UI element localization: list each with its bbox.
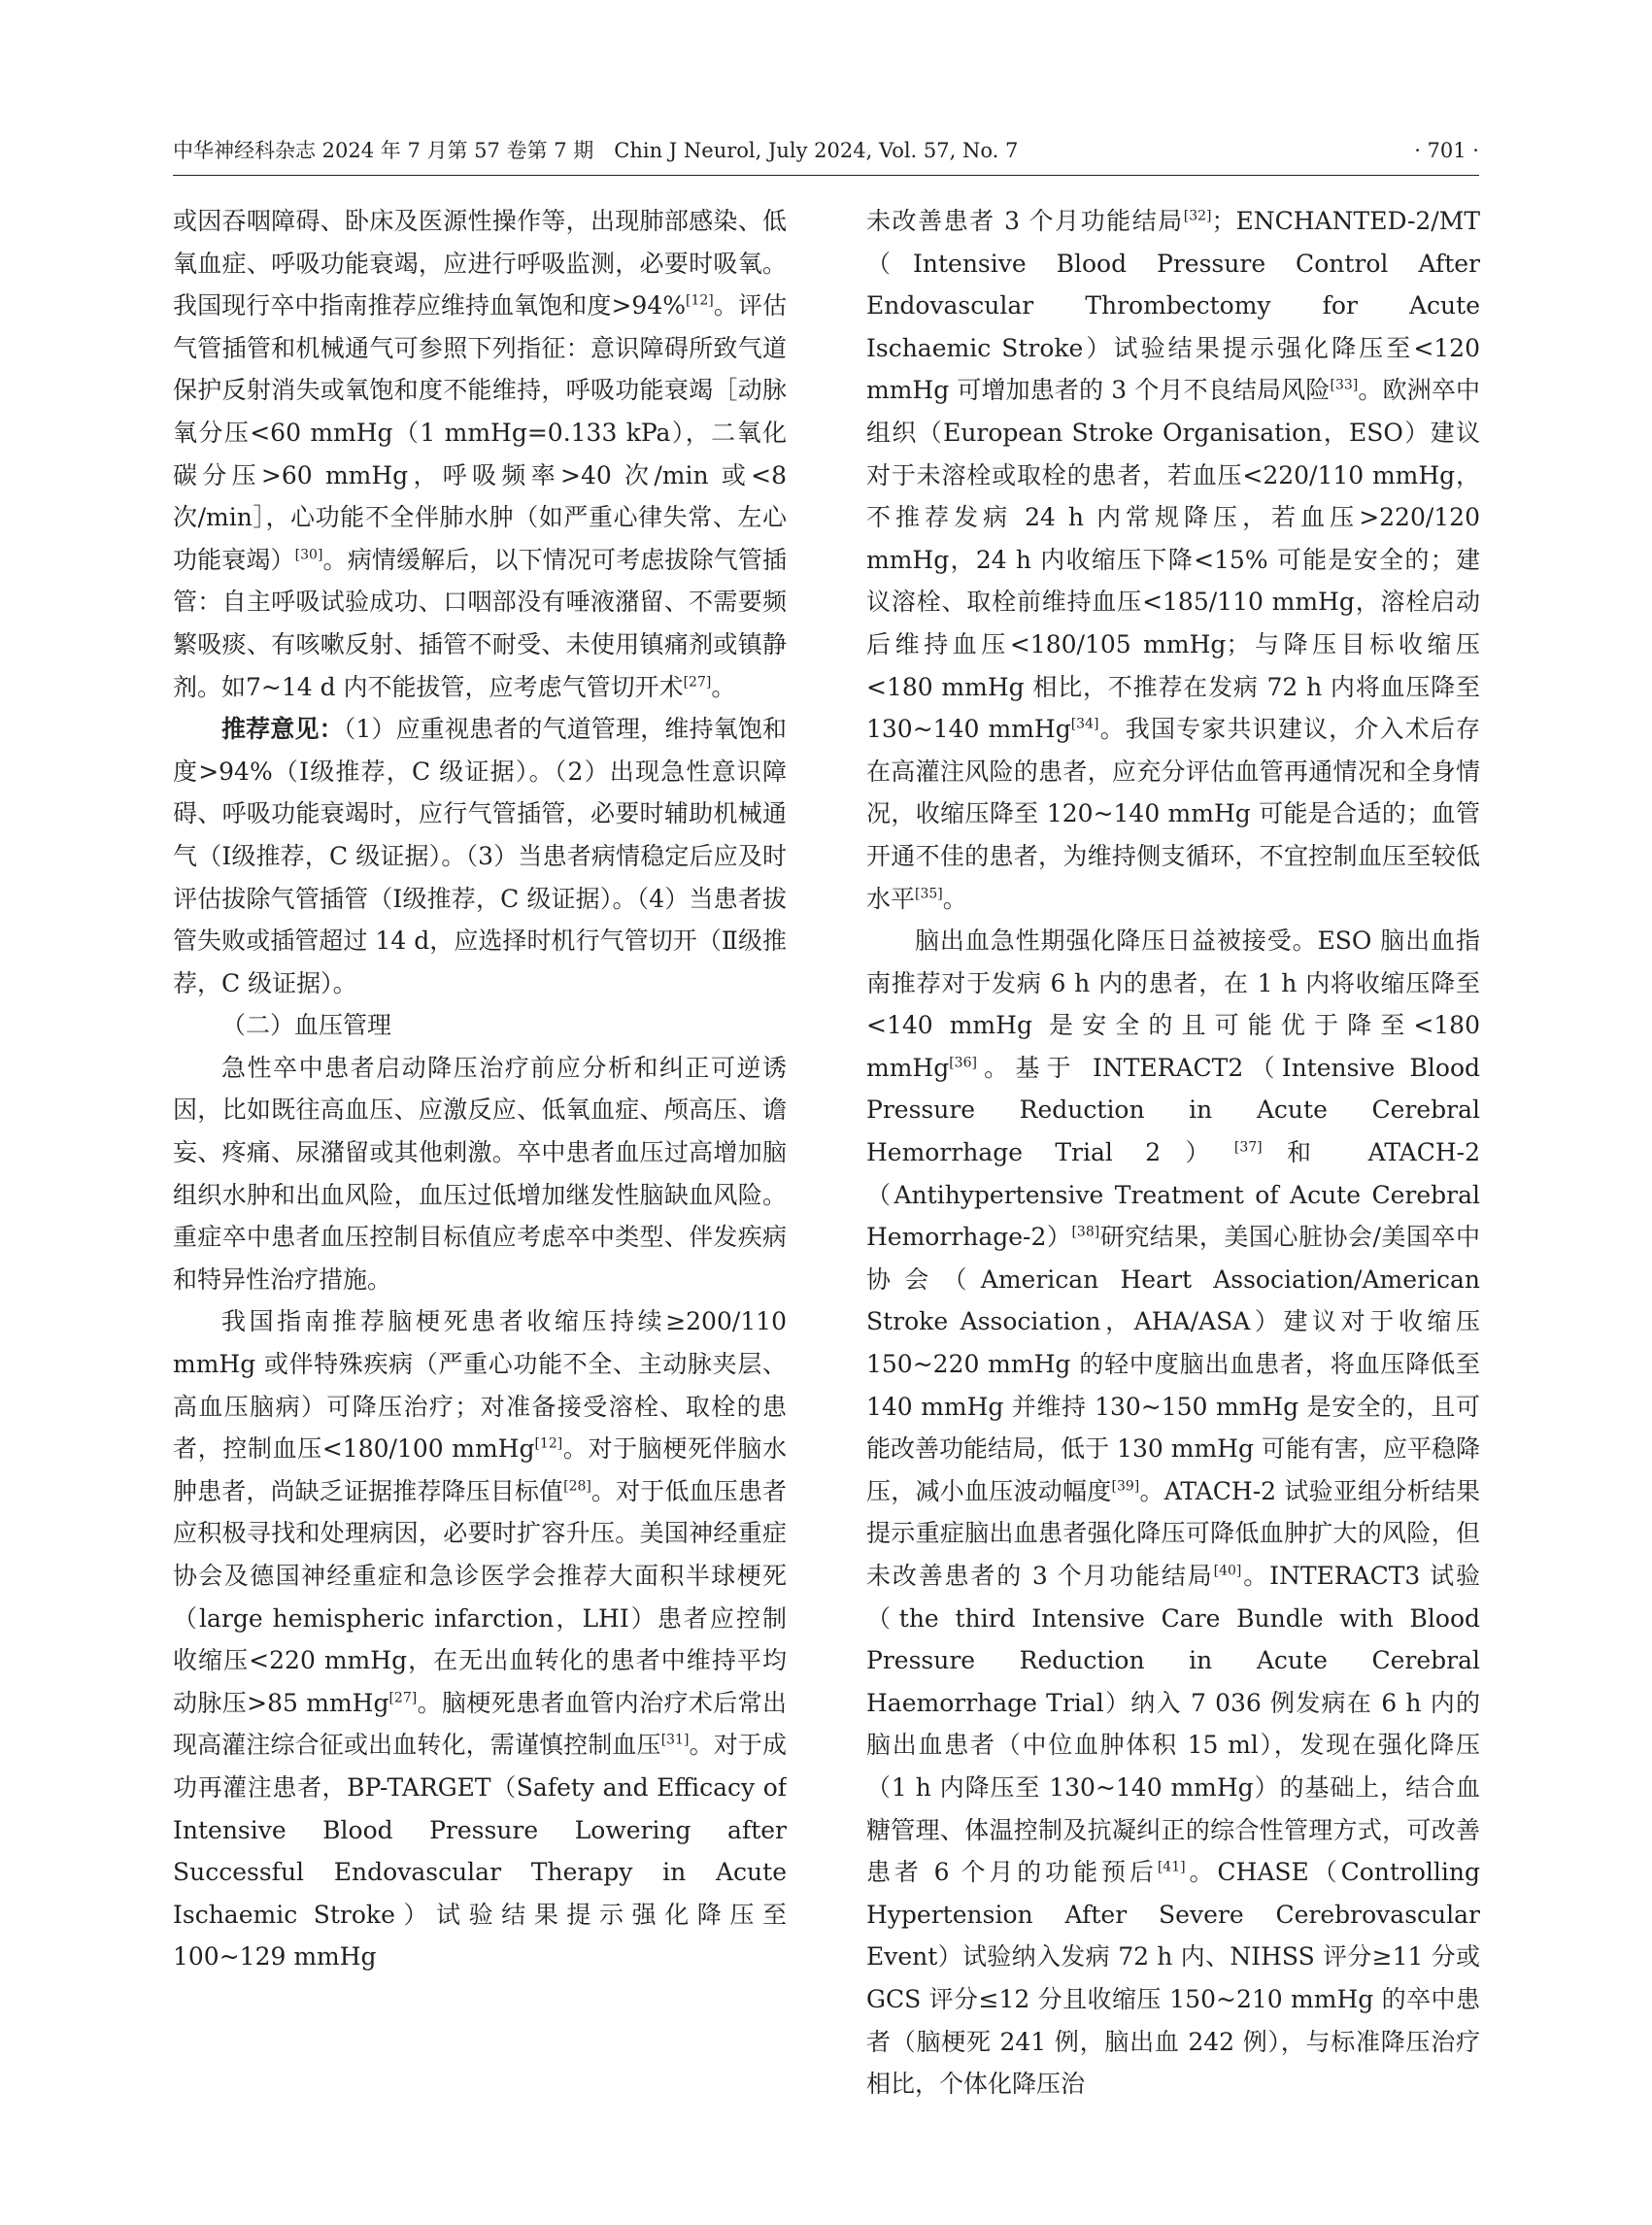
citation: [31] <box>660 1733 690 1749</box>
citation: [35] <box>915 886 943 902</box>
citation: [27] <box>683 674 712 691</box>
running-header <box>173 134 1479 167</box>
paragraph-bp-intro: 急性卒中患者启动降压治疗前应分析和纠正可逆诱因，比如既往高血压、应激反应、低氧血症、颅高压、谵妄、疼痛、尿潴留或其他刺激。卒中患者血压过高增加脑组织水肿和出血风险，血压过低增加继发性脑缺血风险。重症卒中患者血压控制目标值应考虑卒中类型、伴发疾病和特异性治疗措施。 <box>173 1053 787 1294</box>
paragraph-recommendation: 推荐意见：（1）应重视患者的气道管理，维持氧饱和度>94%（Ⅰ级推荐，C 级证据）。（2）出现急性意识障碍、呼吸功能衰竭时，应行气管插管，必要时辅助机械通气（Ⅰ级推荐，C 级证据）。（3）当患者病情稳定后应及时评估拔除气管插管（Ⅰ级推荐，C 级证据）。（4）当患者拔管失败或插管超过 14 d，应选择时机行气管切开（Ⅱ级推荐，C 级证据）。 <box>173 715 787 997</box>
citation: [27] <box>388 1690 418 1706</box>
right-column <box>866 200 1480 2133</box>
page-number: · 701 · <box>1414 139 1479 162</box>
citation: [32] <box>1183 208 1212 224</box>
citation: [40] <box>1213 1563 1242 1579</box>
citation: [33] <box>1330 378 1359 394</box>
citation: [41] <box>1157 1859 1186 1875</box>
citation: [37] <box>1233 1139 1263 1156</box>
paragraph-hemorrhage-bp: 脑出血急性期强化降压日益被接受。ESO 脑出血指南推荐对于发病 6 h 内的患者，在 1 h 内将收缩压降至<140 mmHg 是安全的且可能优于降至<180 mmHg[36]。基于 INTERACT2（Intensive Blood Pressure Reduction in Acute Cerebral Hemorrhage Trial 2）[37]和 ATACH-2（Antihypertensive Treatment of Acute Cerebral Hemorrhage-2）[38]研究结果，美国心脏协会/美国卒中协会（American Heart Association/American Stroke Association，AHA/ASA）建议对于收缩压 150~220 mmHg 的轻中度脑出血患者，将血压降低至 140 mmHg 并维持 130~150 mmHg 是安全的，且可能改善功能结局，低于 130 mmHg 可能有害，应平稳降压，减小血压波动幅度[39]。ATACH-2 试验亚组分析结果提示重症脑出血患者强化降压可降低血肿扩大的风险，但未改善患者的 3 个月功能结局[40]。INTERACT3 试验（the third Intensive Care Bundle with Blood Pressure Reduction in Acute Cerebral Haemorrhage Trial）纳入 7 036 例发病在 6 h 内的脑出血患者（中位血肿体积 15 ml），发现在强化降压（1 h 内降压至 130~140 mmHg）的基础上，结合血糖管理、体温控制及抗凝纠正的综合性管理方式，可改善患者 6 个月的功能预后[41]。CHASE（Controlling Hypertension After Severe Cerebrovascular Event）试验纳入发病 72 h 内、NIHSS 评分≥11 分或 GCS 评分≤12 分且收缩压 150~210 mmHg 的卒中患者（脑梗死 241 例，脑出血 242 例），与标准降压治疗相比，个体化降压治 <box>866 927 1480 2099</box>
left-column <box>173 200 787 2133</box>
citation: [12] <box>534 1435 563 1452</box>
citation: [34] <box>1070 716 1099 732</box>
journal-citation: 中华神经科杂志 2024 年 7 月第 57 卷第 7 期 Chin J Neurol, July 2024, Vol. 57, No. 7 <box>173 139 1019 162</box>
header-rule <box>173 175 1479 176</box>
paragraph-airway: 或因吞咽障碍、卧床及医源性操作等，出现肺部感染、低氧血症、呼吸功能衰竭，应进行呼吸监测，必要时吸氧。我国现行卒中指南推荐应维持血氧饱和度>94%[12]。评估气管插管和机械通气可参照下列指征：意识障碍所致气道保护反射消失或氧饱和度不能维持，呼吸功能衰竭［动脉氧分压<60 mmHg（1 mmHg=0.133 kPa），二氧化碳分压>60 mmHg，呼吸频率>40 次/min 或<8 次/min］，心功能不全伴肺水肿（如严重心律失常、左心功能衰竭）[30]。病情缓解后，以下情况可考虑拔除气管插管：自主呼吸试验成功、口咽部没有唾液潴留、不需要频繁吸痰、有咳嗽反射、插管不耐受、未使用镇痛剂或镇静剂。如7~14 d 内不能拔管，应考虑气管切开术[27]。 <box>173 207 787 701</box>
paragraph-bp-trials: 未改善患者 3 个月功能结局[32]；ENCHANTED-2/MT（Intensive Blood Pressure Control After Endovascular Thrombectomy for Acute Ischaemic Stroke）试验结果提示强化降压至<120 mmHg 可增加患者的 3 个月不良结局风险[33]。欧洲卒中组织（European Stroke Organisation，ESO）建议对于未溶栓或取栓的患者，若血压<220/110 mmHg，不推荐发病 24 h 内常规降压，若血压>220/120 mmHg，24 h 内收缩压下降<15% 可能是安全的；建议溶栓、取栓前维持血压<185/110 mmHg，溶栓启动后维持血压<180/105 mmHg；与降压目标收缩压<180 mmHg 相比，不推荐在发病 72 h 内将血压降至 130~140 mmHg[34]。我国专家共识建议，介入术后存在高灌注风险的患者，应充分评估血管再通情况和全身情况，收缩压降至 120~140 mmHg 可能是合适的；血管开通不佳的患者，为维持侧支循环，不宜控制血压至较低水平[35]。 <box>866 207 1480 913</box>
paragraph-bp-infarction: 我国指南推荐脑梗死患者收缩压持续≥200/110 mmHg 或伴特殊疾病（严重心功能不全、主动脉夹层、高血压脑病）可降压治疗；对准备接受溶栓、取栓的患者，控制血压<180/100 mmHg[12]。对于脑梗死伴脑水肿患者，尚缺乏证据推荐降压目标值[28]。对于低血压患者应积极寻找和处理病因，必要时扩容升压。美国神经重症协会及德国神经重症和急诊医学会推荐大面积半球梗死（large hemispheric infarction，LHI）患者应控制收缩压<220 mmHg，在无出血转化的患者中维持平均动脉压>85 mmHg[27]。脑梗死患者血管内治疗术后常出现高灌注综合征或出血转化，需谨慎控制血压[31]。对于成功再灌注患者，BP-TARGET（Safety and Efficacy of Intensive Blood Pressure Lowering after Successful Endovascular Therapy in Acute Ischaemic Stroke）试验结果提示强化降压至 100~129 mmHg <box>173 1307 787 1972</box>
recommendation-label: 推荐意见： <box>221 715 344 744</box>
citation: [28] <box>563 1478 591 1495</box>
citation: [30] <box>294 547 323 563</box>
citation: [38] <box>1071 1224 1100 1240</box>
citation: [12] <box>686 292 714 309</box>
citation: [36] <box>949 1055 977 1071</box>
citation: [39] <box>1111 1478 1140 1495</box>
section-heading: （二）血压管理 <box>221 1011 392 1040</box>
